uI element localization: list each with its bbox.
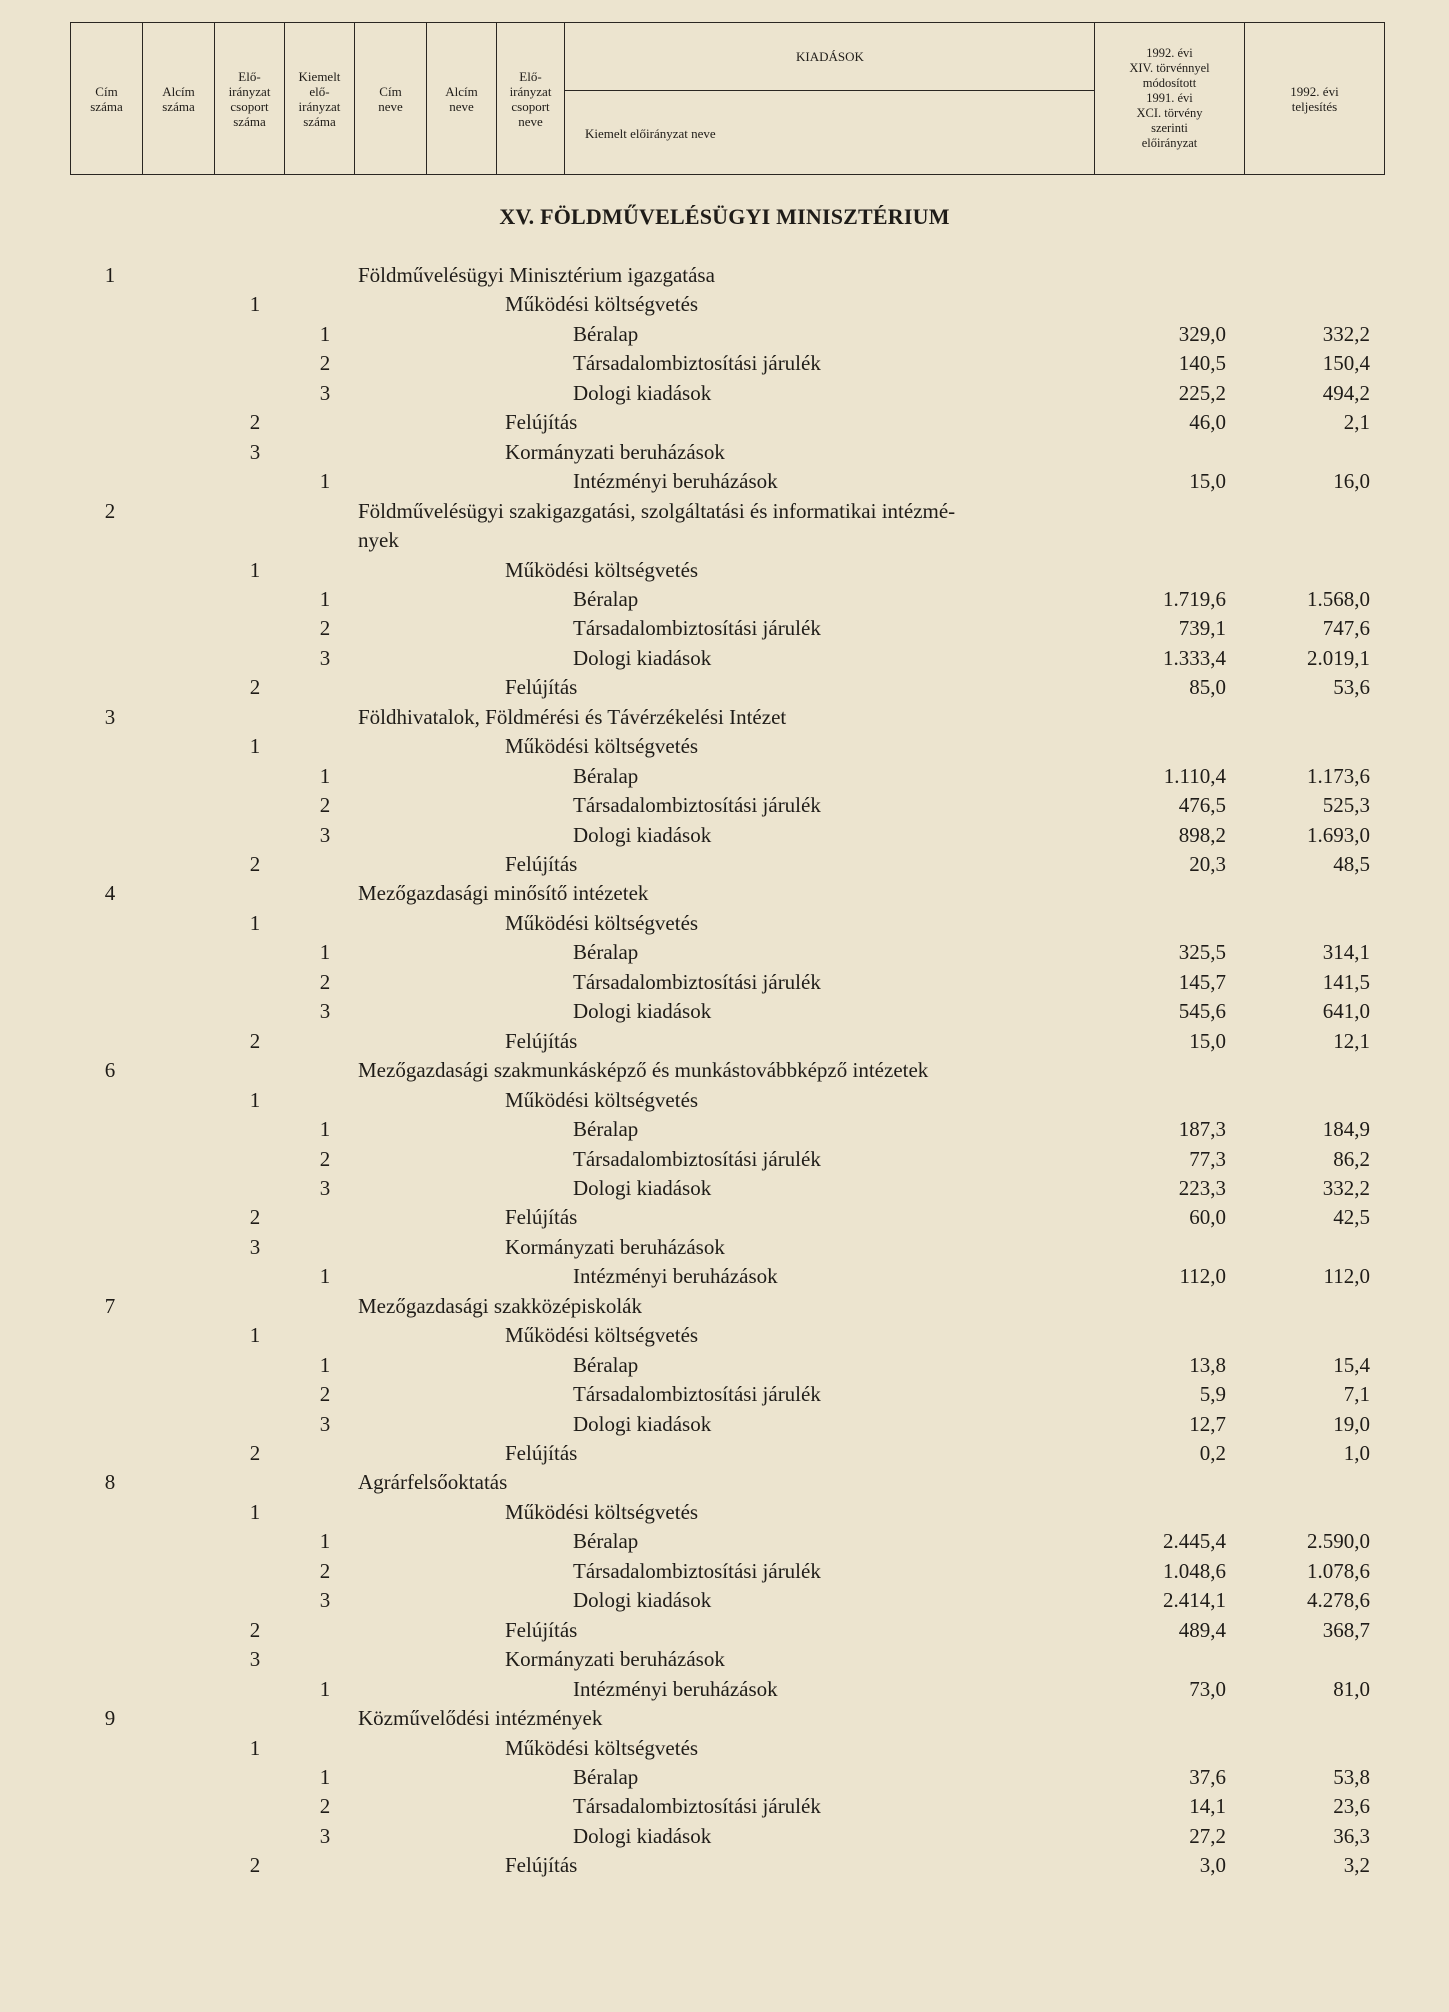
table-row xyxy=(0,849,1449,879)
table-row xyxy=(0,1114,1449,1144)
teljesites-value: 1,0 xyxy=(1343,1441,1370,1465)
eloiranyzat-value: 1.048,6 xyxy=(1163,1558,1226,1583)
table-row xyxy=(0,525,1449,555)
teljesites-value: 4.278,6 xyxy=(1307,1588,1370,1613)
cim-number: 7 xyxy=(104,1293,116,1318)
kiem-number: 2 xyxy=(319,1146,331,1171)
table-row xyxy=(0,1703,1449,1733)
alcim-name: Működési költségvetés xyxy=(505,1499,699,1524)
alcim-number: 1 xyxy=(249,1323,261,1348)
alcim-name: Működési költségvetés xyxy=(505,1323,699,1348)
kiem-number: 1 xyxy=(319,321,331,346)
kiem-name: Béralap xyxy=(573,321,639,346)
kiem-name: Társadalombiztosítási járulék xyxy=(573,1794,821,1819)
teljesites-value: 2,1 xyxy=(1343,410,1370,435)
kiem-number: 1 xyxy=(319,1352,331,1377)
alcim-number: 1 xyxy=(249,292,261,317)
kiem-number: 2 xyxy=(319,351,331,376)
kiem-name: Intézményi beruházások xyxy=(573,469,778,494)
cim-number: 4 xyxy=(104,881,116,906)
page-title: XV. FÖLDMŰVELÉSÜGYI MINISZTÉRIUM xyxy=(499,204,950,229)
cim-name: Földművelésügyi Minisztérium igazgatása xyxy=(358,263,715,287)
eloiranyzat-value: 2.414,1 xyxy=(1163,1588,1226,1613)
kiem-name: Társadalombiztosítási járulék xyxy=(573,1382,821,1407)
teljesites-value: 12,1 xyxy=(1333,1028,1370,1053)
table-row xyxy=(0,1438,1449,1468)
kiem-number: 3 xyxy=(319,1588,331,1613)
kiem-name: Intézményi beruházások xyxy=(573,1264,778,1289)
eloiranyzat-value: 1.333,4 xyxy=(1163,645,1226,670)
kiem-name: Dologi kiadások xyxy=(573,822,712,847)
eloiranyzat-value: 14,1 xyxy=(1189,1794,1226,1819)
kiem-name: Dologi kiadások xyxy=(573,999,712,1024)
table-row xyxy=(0,1085,1449,1115)
alcim-name: Kormányzati beruházások xyxy=(505,1647,725,1672)
teljesites-value: 641,0 xyxy=(1322,999,1370,1024)
alcim-number: 1 xyxy=(249,1499,261,1524)
table-row xyxy=(0,613,1449,643)
teljesites-value: 86,2 xyxy=(1333,1146,1370,1171)
table-row xyxy=(0,1202,1449,1232)
cim-number: 6 xyxy=(104,1058,116,1083)
kiem-number: 1 xyxy=(319,940,331,965)
teljesites-value: 141,5 xyxy=(1322,969,1370,994)
eloiranyzat-value: 20,3 xyxy=(1189,852,1226,876)
table-row xyxy=(0,908,1449,938)
teljesites-value: 48,5 xyxy=(1333,852,1370,876)
kiem-number: 2 xyxy=(319,969,331,994)
kiem-number: 3 xyxy=(319,1175,331,1200)
table-row xyxy=(0,967,1449,997)
header-alcim-neve: Alcím neve xyxy=(427,23,497,174)
cim-number: 2 xyxy=(104,498,116,523)
alcim-number: 2 xyxy=(249,1617,261,1642)
kiem-number: 1 xyxy=(319,1764,331,1789)
table-row xyxy=(0,1556,1449,1586)
eloiranyzat-value: 325,5 xyxy=(1178,940,1226,965)
kiem-number: 3 xyxy=(319,645,331,670)
eloiranyzat-value: 27,2 xyxy=(1189,1823,1226,1848)
teljesites-value: 1.568,0 xyxy=(1307,586,1370,611)
alcim-number: 2 xyxy=(249,852,261,876)
eloiranyzat-value: 3,0 xyxy=(1199,1853,1226,1878)
eloiranyzat-value: 1.110,4 xyxy=(1163,763,1226,788)
eloiranyzat-value: 187,3 xyxy=(1178,1117,1226,1142)
alcim-number: 2 xyxy=(249,1441,261,1465)
eloiranyzat-value: 140,5 xyxy=(1178,351,1226,376)
alcim-name: Működési költségvetés xyxy=(505,910,699,935)
table-row xyxy=(0,820,1449,850)
kiem-name: Béralap xyxy=(573,1352,639,1377)
table-row xyxy=(0,1379,1449,1409)
teljesites-value: 53,6 xyxy=(1333,675,1370,700)
teljesites-value: 184,9 xyxy=(1322,1117,1370,1142)
alcim-number: 1 xyxy=(249,1735,261,1760)
teljesites-value: 81,0 xyxy=(1333,1676,1370,1701)
alcim-name: Működési költségvetés xyxy=(505,292,699,317)
table-row xyxy=(0,1291,1449,1321)
table-row xyxy=(0,555,1449,585)
cim-name: Közművelődési intézmények xyxy=(358,1706,603,1731)
teljesites-value: 112,0 xyxy=(1323,1264,1370,1289)
kiem-name: Társadalombiztosítási járulék xyxy=(573,616,821,641)
kiem-name: Béralap xyxy=(573,586,639,611)
alcim-number: 1 xyxy=(249,1087,261,1112)
table-row xyxy=(0,1055,1449,1085)
cim-number: 1 xyxy=(104,263,116,287)
eloiranyzat-value: 46,0 xyxy=(1189,410,1226,435)
alcim-name: Kormányzati beruházások xyxy=(505,439,725,464)
kiem-name: Társadalombiztosítási járulék xyxy=(573,969,821,994)
eloiranyzat-value: 0,2 xyxy=(1199,1441,1226,1465)
header-eloiranyzat-csoport-szama: Elő- irányzat csoport száma xyxy=(215,23,285,174)
teljesites-value: 332,2 xyxy=(1322,321,1370,346)
eloiranyzat-value: 15,0 xyxy=(1189,469,1226,494)
alcim-number: 1 xyxy=(249,557,261,582)
eloiranyzat-value: 225,2 xyxy=(1178,380,1226,405)
teljesites-value: 53,8 xyxy=(1333,1764,1370,1789)
table-row xyxy=(0,1467,1449,1497)
kiem-number: 1 xyxy=(319,586,331,611)
teljesites-value: 1.173,6 xyxy=(1307,763,1370,788)
alcim-name: Felújítás xyxy=(505,852,578,876)
eloiranyzat-value: 1.719,6 xyxy=(1163,586,1226,611)
alcim-name: Felújítás xyxy=(505,1205,578,1230)
teljesites-value: 23,6 xyxy=(1333,1794,1370,1819)
cim-number: 8 xyxy=(104,1470,116,1495)
kiem-number: 2 xyxy=(319,1794,331,1819)
kiem-name: Béralap xyxy=(573,1764,639,1789)
eloiranyzat-value: 145,7 xyxy=(1178,969,1226,994)
table-row xyxy=(0,1026,1449,1056)
teljesites-value: 19,0 xyxy=(1333,1411,1370,1436)
header-eloiranyzat-1992: 1992. évi XIV. törvénnyel módosított 1991. évi XCI. törvény szerinti előirányzat xyxy=(1095,23,1245,174)
teljesites-value: 1.693,0 xyxy=(1307,822,1370,847)
teljesites-value: 7,1 xyxy=(1343,1382,1370,1407)
table-row xyxy=(0,1144,1449,1174)
table-row xyxy=(0,672,1449,702)
teljesites-value: 2.019,1 xyxy=(1307,645,1370,670)
cim-number: 9 xyxy=(104,1706,116,1731)
alcim-number: 2 xyxy=(249,1853,261,1878)
table-row xyxy=(0,731,1449,761)
eloiranyzat-value: 739,1 xyxy=(1178,616,1226,641)
eloiranyzat-value: 489,4 xyxy=(1178,1617,1226,1642)
table-row xyxy=(0,496,1449,526)
kiem-name: Dologi kiadások xyxy=(573,1588,712,1613)
cim-name: Mezőgazdasági szakközépiskolák xyxy=(358,1293,642,1318)
eloiranyzat-value: 12,7 xyxy=(1189,1411,1226,1436)
eloiranyzat-value: 77,3 xyxy=(1189,1146,1226,1171)
table-row xyxy=(0,1350,1449,1380)
kiem-name: Béralap xyxy=(573,763,639,788)
eloiranyzat-value: 2.445,4 xyxy=(1163,1529,1226,1554)
header-cim-neve: Cím neve xyxy=(355,23,427,174)
table-row xyxy=(0,878,1449,908)
kiem-number: 2 xyxy=(319,793,331,818)
eloiranyzat-value: 85,0 xyxy=(1189,675,1226,700)
alcim-name: Működési költségvetés xyxy=(505,1735,699,1760)
alcim-number: 3 xyxy=(249,1234,261,1259)
eloiranyzat-value: 112,0 xyxy=(1179,1264,1226,1289)
table-row xyxy=(0,790,1449,820)
kiem-number: 1 xyxy=(319,1529,331,1554)
eloiranyzat-value: 545,6 xyxy=(1178,999,1226,1024)
teljesites-value: 332,2 xyxy=(1322,1175,1370,1200)
teljesites-value: 1.078,6 xyxy=(1307,1558,1370,1583)
alcim-name: Felújítás xyxy=(505,1441,578,1465)
table-row xyxy=(0,702,1449,732)
cim-number: 3 xyxy=(104,704,116,729)
eloiranyzat-value: 898,2 xyxy=(1178,822,1226,847)
teljesites-value: 36,3 xyxy=(1333,1823,1370,1848)
table-row xyxy=(0,1674,1449,1704)
cim-name: Agrárfelsőoktatás xyxy=(358,1470,508,1495)
table-row xyxy=(0,1409,1449,1439)
cim-name: Mezőgazdasági minősítő intézetek xyxy=(358,881,649,906)
kiem-name: Társadalombiztosítási járulék xyxy=(573,351,821,376)
table-row xyxy=(0,1733,1449,1763)
kiem-number: 1 xyxy=(319,469,331,494)
eloiranyzat-value: 476,5 xyxy=(1178,793,1226,818)
alcim-number: 2 xyxy=(249,1028,261,1053)
table-row xyxy=(0,584,1449,614)
alcim-name: Felújítás xyxy=(505,1617,578,1642)
cim-name: Mezőgazdasági szakmunkásképző és munkástovábbképző intézetek xyxy=(358,1058,929,1083)
table-row xyxy=(0,643,1449,673)
kiem-name: Dologi kiadások xyxy=(573,645,712,670)
table-row xyxy=(0,348,1449,378)
table-row xyxy=(0,289,1449,319)
table-row xyxy=(0,437,1449,467)
kiem-name: Dologi kiadások xyxy=(573,1175,712,1200)
table-row xyxy=(0,937,1449,967)
kiem-number: 2 xyxy=(319,1558,331,1583)
kiem-name: Társadalombiztosítási járulék xyxy=(573,793,821,818)
eloiranyzat-value: 223,3 xyxy=(1178,1175,1226,1200)
table-header xyxy=(70,22,1385,175)
header-cim-szama: Cím száma xyxy=(71,23,143,174)
table-row xyxy=(0,1526,1449,1556)
kiem-number: 1 xyxy=(319,763,331,788)
teljesites-value: 525,3 xyxy=(1322,793,1370,818)
teljesites-value: 42,5 xyxy=(1333,1205,1370,1230)
kiem-name: Dologi kiadások xyxy=(573,380,712,405)
kiem-number: 2 xyxy=(319,1382,331,1407)
eloiranyzat-value: 60,0 xyxy=(1189,1205,1226,1230)
alcim-name: Működési költségvetés xyxy=(505,1087,699,1112)
alcim-number: 1 xyxy=(249,734,261,759)
kiem-name: Dologi kiadások xyxy=(573,1411,712,1436)
alcim-name: Felújítás xyxy=(505,675,578,700)
teljesites-value: 494,2 xyxy=(1322,380,1370,405)
kiem-number: 3 xyxy=(319,1411,331,1436)
kiem-name: Intézményi beruházások xyxy=(573,1676,778,1701)
table-row xyxy=(0,1791,1449,1821)
kiem-name: Béralap xyxy=(573,1529,639,1554)
table-row xyxy=(0,407,1449,437)
alcim-name: Működési költségvetés xyxy=(505,557,699,582)
table-row xyxy=(0,1615,1449,1645)
cim-name: Földhivatalok, Földmérési és Távérzékelési Intézet xyxy=(358,704,787,729)
teljesites-value: 16,0 xyxy=(1333,469,1370,494)
alcim-name: Felújítás xyxy=(505,1853,578,1878)
eloiranyzat-value: 15,0 xyxy=(1189,1028,1226,1053)
eloiranyzat-value: 73,0 xyxy=(1189,1676,1226,1701)
table-row xyxy=(0,260,1449,290)
kiem-number: 1 xyxy=(319,1676,331,1701)
alcim-number: 2 xyxy=(249,675,261,700)
alcim-name: Működési költségvetés xyxy=(505,734,699,759)
alcim-name: Felújítás xyxy=(505,410,578,435)
alcim-name: Felújítás xyxy=(505,1028,578,1053)
kiem-number: 3 xyxy=(319,380,331,405)
eloiranyzat-value: 329,0 xyxy=(1178,321,1226,346)
kiem-name: Társadalombiztosítási járulék xyxy=(573,1558,821,1583)
kiem-name: Dologi kiadások xyxy=(573,1823,712,1848)
table-row xyxy=(0,1173,1449,1203)
eloiranyzat-value: 13,8 xyxy=(1189,1352,1226,1377)
header-eloiranyzat-csoport-neve: Elő- irányzat csoport neve xyxy=(497,23,565,174)
table-row xyxy=(0,1320,1449,1350)
kiem-name: Béralap xyxy=(573,940,639,965)
kiem-number: 3 xyxy=(319,1823,331,1848)
table-row xyxy=(0,1850,1449,1880)
kiem-number: 3 xyxy=(319,999,331,1024)
table-row xyxy=(0,1261,1449,1291)
table-row xyxy=(0,761,1449,791)
teljesites-value: 3,2 xyxy=(1343,1853,1370,1878)
alcim-number: 2 xyxy=(249,410,261,435)
teljesites-value: 314,1 xyxy=(1322,940,1370,965)
eloiranyzat-value: 5,9 xyxy=(1199,1382,1226,1407)
kiem-number: 2 xyxy=(319,616,331,641)
kiem-name: Béralap xyxy=(573,1117,639,1142)
alcim-number: 3 xyxy=(249,1647,261,1672)
teljesites-value: 150,4 xyxy=(1322,351,1370,376)
alcim-number: 1 xyxy=(249,910,261,935)
kiem-number: 3 xyxy=(319,822,331,847)
table-row xyxy=(0,996,1449,1026)
kiem-number: 1 xyxy=(319,1264,331,1289)
alcim-name: Kormányzati beruházások xyxy=(505,1234,725,1259)
table-row xyxy=(0,1497,1449,1527)
kiem-number: 1 xyxy=(319,1117,331,1142)
table-row xyxy=(0,378,1449,408)
header-kiemelt-eloiranyzat-szama: Kiemelt elő- irányzat száma xyxy=(285,23,355,174)
kiem-name: Társadalombiztosítási járulék xyxy=(573,1146,821,1171)
table-row xyxy=(0,319,1449,349)
header-kiemelt-eloiranyzat-neve: Kiemelt előirányzat neve xyxy=(585,125,716,141)
teljesites-value: 368,7 xyxy=(1322,1617,1370,1642)
eloiranyzat-value: 37,6 xyxy=(1189,1764,1226,1789)
table-row xyxy=(0,1585,1449,1615)
alcim-number: 2 xyxy=(249,1205,261,1230)
table-row xyxy=(0,1762,1449,1792)
table-row xyxy=(0,1821,1449,1851)
header-teljesites-1992: 1992. évi teljesítés xyxy=(1290,83,1339,114)
teljesites-value: 2.590,0 xyxy=(1307,1529,1370,1554)
cim-name: Földművelésügyi szakigazgatási, szolgáltatási és informatikai intézmé- xyxy=(358,498,956,523)
table-row xyxy=(0,466,1449,496)
header-kiadasok: KIADÁSOK xyxy=(565,23,1095,91)
teljesites-value: 747,6 xyxy=(1322,616,1370,641)
cim-name: nyek xyxy=(358,528,399,553)
alcim-number: 3 xyxy=(249,439,261,464)
table-row xyxy=(0,1232,1449,1262)
teljesites-value: 15,4 xyxy=(1333,1352,1370,1377)
table-row xyxy=(0,1644,1449,1674)
header-alcim-szama: Alcím száma xyxy=(143,23,215,174)
